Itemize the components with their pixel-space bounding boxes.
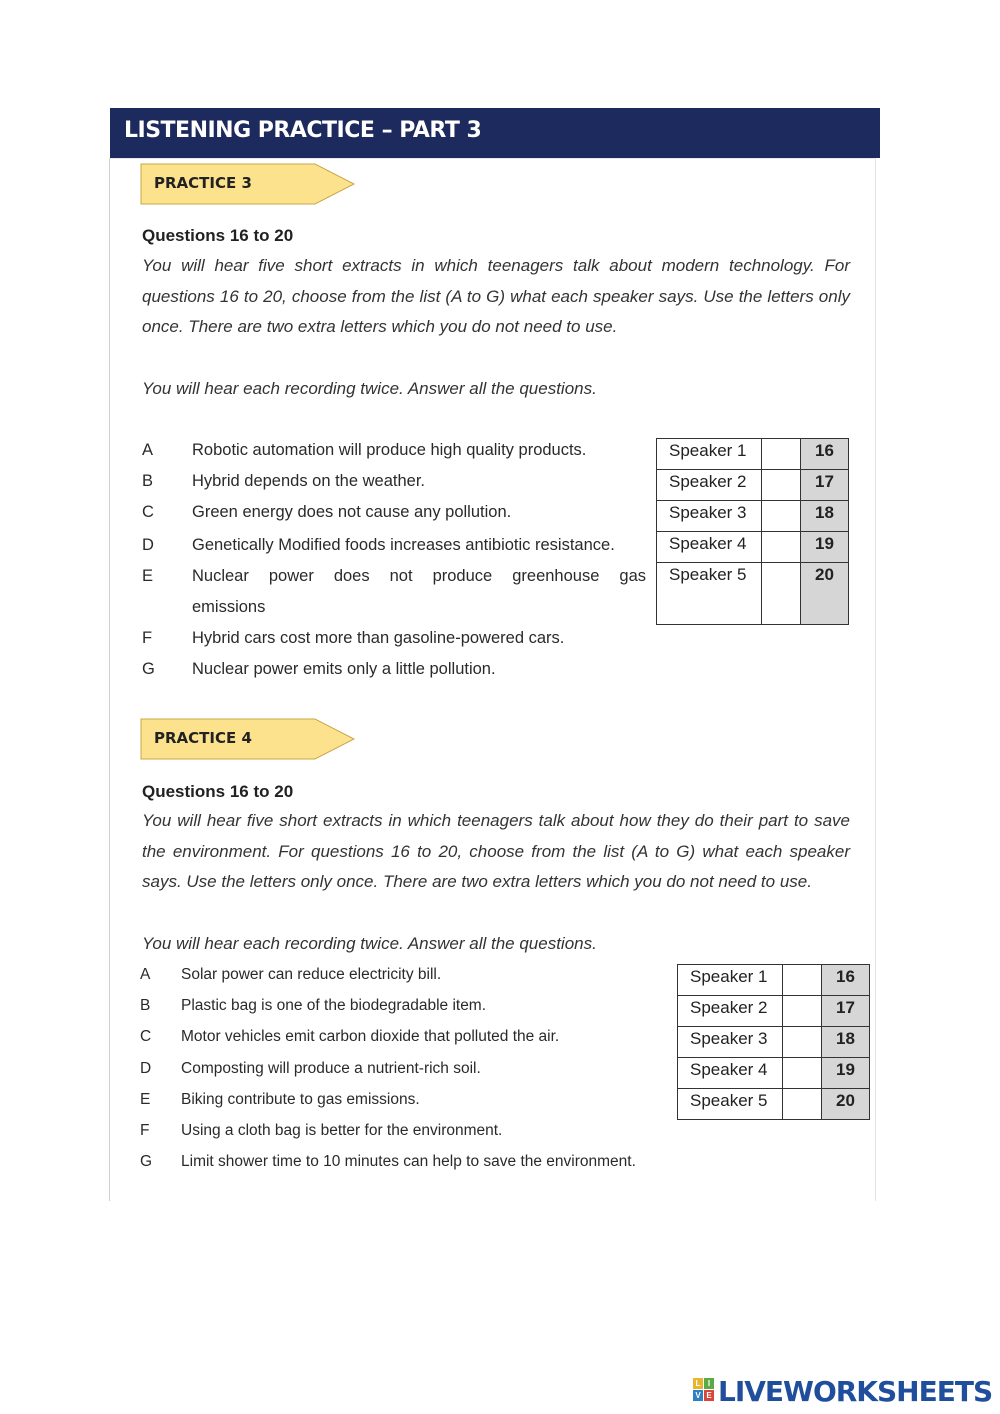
practice-4-label: PRACTICE 4	[154, 729, 252, 747]
practice-3-note: You will hear each recording twice. Answer all the questions.	[142, 379, 597, 398]
option-letter: D	[142, 536, 154, 554]
logo-grid-icon: L I V E	[693, 1378, 715, 1402]
answer-box[interactable]	[762, 532, 801, 563]
option-text: Robotic automation will produce high quality products.	[192, 441, 587, 459]
option-letter: A	[142, 441, 154, 459]
question-number: 18	[801, 501, 849, 532]
option-letter: B	[140, 997, 151, 1014]
table-row	[657, 501, 849, 532]
table-row	[657, 470, 849, 501]
table-row	[657, 563, 849, 625]
table-row	[678, 1089, 870, 1120]
option-letter: D	[140, 1060, 152, 1077]
table-row	[678, 965, 870, 996]
speaker-label: Speaker 5	[678, 1089, 783, 1120]
option-text: Green energy does not cause any pollution.	[192, 503, 512, 521]
practice-3-instructions: You will hear five short extracts in which teenagers talk about modern technology. For questions 16 to 20, choose from the list (A to G) what each speaker says. Use the letters only once. There are two extra letters which you do not need to use.	[142, 256, 850, 336]
option-letter: E	[142, 567, 154, 585]
question-number: 17	[801, 470, 849, 501]
answer-box[interactable]	[762, 501, 801, 532]
question-number: 16	[822, 965, 870, 996]
question-number: 18	[822, 1027, 870, 1058]
option-text: Solar power can reduce electricity bill.	[181, 966, 442, 983]
option-text: Motor vehicles emit carbon dioxide that polluted the air.	[181, 1028, 560, 1045]
question-number: 19	[801, 532, 849, 563]
speaker-label: Speaker 4	[657, 532, 762, 563]
option-text: Hybrid depends on the weather.	[192, 472, 425, 490]
practice-3-tag	[140, 163, 356, 205]
option-text: Nuclear power emits only a little pollution.	[192, 660, 496, 678]
option-text: Hybrid cars cost more than gasoline-powered cars.	[192, 629, 565, 647]
option-letter: G	[140, 1153, 153, 1170]
answer-box[interactable]	[762, 563, 801, 625]
practice-4-tag	[140, 718, 356, 760]
option-letter: A	[140, 966, 151, 983]
speaker-label: Speaker 5	[657, 563, 762, 625]
table-row	[678, 1058, 870, 1089]
option-letter: F	[142, 629, 153, 647]
option-letter: E	[140, 1091, 151, 1108]
option-text: Using a cloth bag is better for the environment.	[181, 1122, 503, 1139]
practice-3-label: PRACTICE 3	[154, 174, 252, 192]
question-number: 20	[801, 563, 849, 625]
option-text-continuation: emissions	[192, 598, 266, 616]
answer-box[interactable]	[762, 470, 801, 501]
speaker-label: Speaker 2	[678, 996, 783, 1027]
table-row	[678, 1027, 870, 1058]
practice-4-note: You will hear each recording twice. Answer all the questions.	[142, 934, 597, 953]
option-letter: C	[142, 503, 154, 521]
speaker-label: Speaker 3	[657, 501, 762, 532]
practice-3-questions-heading: Questions 16 to 20	[142, 226, 294, 245]
answer-box[interactable]	[783, 1058, 822, 1089]
question-number: 20	[822, 1089, 870, 1120]
practice-4-instructions: You will hear five short extracts in which teenagers talk about how they do their part to save the environment. For questions 16 to 20, choose from the list (A to G) what each speaker says. Use the letters only once. There are two extra letters which you do not need to use.	[142, 811, 850, 891]
speaker-label: Speaker 2	[657, 470, 762, 501]
question-number: 17	[822, 996, 870, 1027]
practice-4-questions-heading: Questions 16 to 20	[142, 782, 294, 801]
practice-4-answer-table	[677, 964, 870, 1120]
option-text: Nuclear power does not produce greenhouse gas	[192, 567, 646, 585]
option-text: Composting will produce a nutrient-rich soil.	[181, 1060, 481, 1077]
table-row	[678, 996, 870, 1027]
answer-box[interactable]	[783, 996, 822, 1027]
answer-box[interactable]	[783, 1027, 822, 1058]
option-letter: G	[142, 660, 155, 678]
table-row	[657, 439, 849, 470]
speaker-label: Speaker 4	[678, 1058, 783, 1089]
answer-box[interactable]	[783, 965, 822, 996]
speaker-label: Speaker 3	[678, 1027, 783, 1058]
question-number: 16	[801, 439, 849, 470]
table-row	[657, 532, 849, 563]
option-letter: F	[140, 1122, 150, 1139]
option-text: Limit shower time to 10 minutes can help to save the environment.	[181, 1153, 636, 1170]
speaker-label: Speaker 1	[657, 439, 762, 470]
option-text: Plastic bag is one of the biodegradable item.	[181, 997, 487, 1014]
speaker-label: Speaker 1	[678, 965, 783, 996]
option-letter: B	[142, 472, 154, 490]
practice-3-answer-table	[656, 438, 849, 625]
answer-box[interactable]	[783, 1089, 822, 1120]
page-header-banner	[110, 108, 880, 158]
question-number: 19	[822, 1058, 870, 1089]
option-text: Biking contribute to gas emissions.	[181, 1091, 420, 1108]
answer-box[interactable]	[762, 439, 801, 470]
page-title: LISTENING PRACTICE – PART 3	[124, 118, 482, 143]
option-letter: C	[140, 1028, 152, 1045]
option-text: Genetically Modified foods increases antibiotic resistance.	[192, 536, 615, 554]
logo-text: LIVEWORKSHEETS	[718, 1375, 993, 1408]
